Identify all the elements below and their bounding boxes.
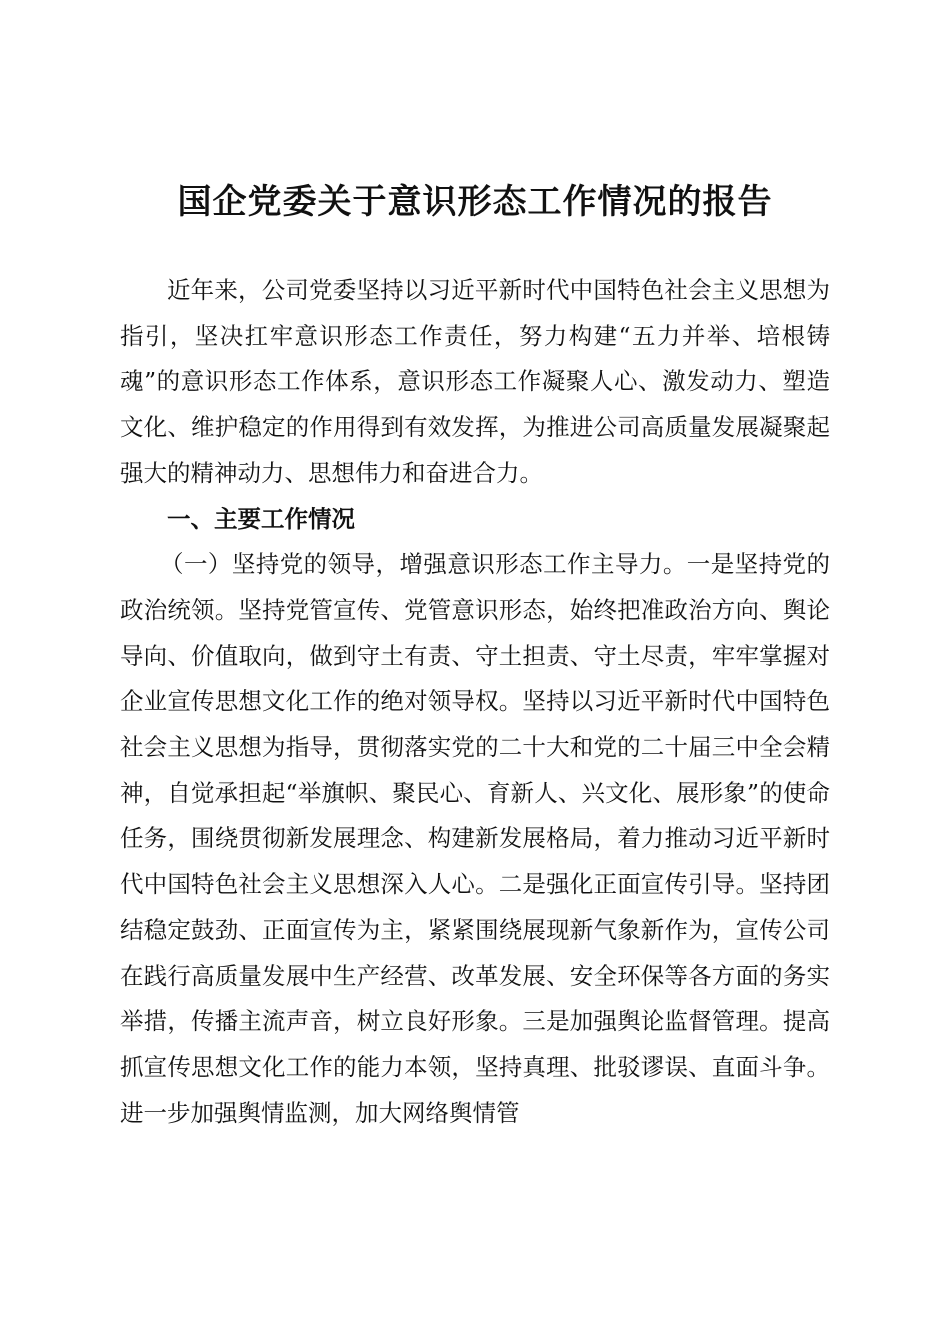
section-heading: 一、主要工作情况 (167, 504, 355, 533)
body-paragraph: （一）坚持党的领导，增强意识形态工作主导力。一是坚持党的政治统领。坚持党管宣传、党管意识形态，始终把准政治方向、舆论导向、价值取向，做到守土有责、守土担责、守土尽责，牢牢掌握对企业宣传思想文化工作的绝对领导权。坚持以习近平新时代中国特色社会主义思想为指导，贯彻落实党的二十大和党的二十届三中全会精神，自觉承担起“举旗帜、聚民心、育新人、兴文化、展形象”的使命任务，围绕贯彻新发展理念、构建新发展格局，着力推动习近平新时代中国特色社会主义思想深入人心。二是强化正面宣传引导。坚持团结稳定鼓劲、正面宣传为主，紧紧围绕展现新气象新作为，宣传公司在践行高质量发展中生产经营、改革发展、安全环保等各方面的务实举措，传播主流声音，树立良好形象。三是加强舆论监督管理。提高抓宣传思想文化工作的能力本领，坚持真理、批驳谬误、直面斗争。进一步加强舆情监测，加大网络舆情管 (120, 550, 830, 1127)
intro-paragraph: 近年来，公司党委坚持以习近平新时代中国特色社会主义思想为指引，坚决扛牢意识形态工作责任，努力构建“五力并举、培根铸魂”的意识形态工作体系，意识形态工作凝聚人心、激发动力、塑造文化、维护稳定的作用得到有效发挥，为推进公司高质量发展凝聚起强大的精神动力、思想伟力和奋进合力。 (120, 276, 830, 487)
document-body (120, 268, 830, 1136)
document-title: 国企党委关于意识形态工作情况的报告 (177, 182, 773, 222)
